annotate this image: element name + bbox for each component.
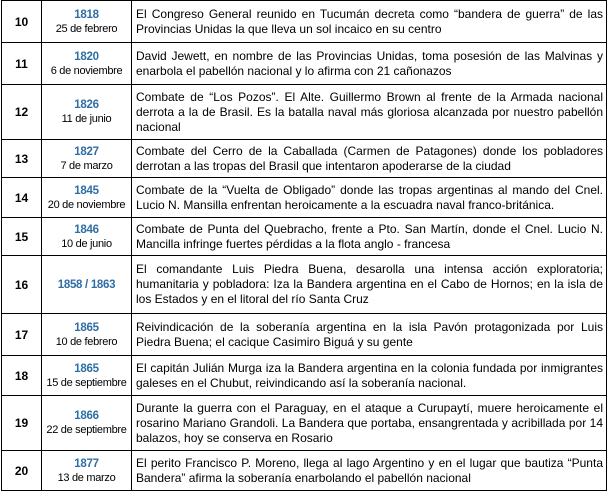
event-description: El capitán Julián Murga iza la Bandera argentina en la colonia fundada por inmigrantes galeses en el Chubut, reivindicando así la soberanía nacional. xyxy=(132,356,607,396)
event-description: Combate del Cerro de la Caballada (Carmen de Patagones) donde los pobladores derrotan a las tropas del Brasil que intentaron apoderarse de la ciudad xyxy=(132,140,607,178)
row-number: 18 xyxy=(2,356,42,396)
day: 10 de febrero xyxy=(55,335,118,348)
day: 20 de noviembre xyxy=(47,198,126,211)
day: 13 de marzo xyxy=(57,471,116,484)
event-description: Combate de la “Vuelta de Obligado” donde las tropas argentinas al mando del Cnel. Lucio N. Mansilla enfrentan heroicamente a la escuadra naval franco-británica. xyxy=(132,178,607,218)
table-row xyxy=(2,396,607,451)
day: 11 de junio xyxy=(61,113,112,125)
event-description: El comandante Luis Piedra Buena, desarolla una intensa acción exploratoria; humanitaria y pobladora: Iza la Bandera argentina en el Cabo de Hornos; en la isla de los Estados y en el litoral del río Santa Cruz xyxy=(132,256,607,314)
table-row xyxy=(2,314,607,356)
day: 10 de junio xyxy=(61,237,112,250)
year: 1818 xyxy=(74,8,99,21)
date-cell xyxy=(42,85,132,140)
year: 1845 xyxy=(74,184,99,197)
event-description: Combate de Punta del Quebracho, frente a Pto. San Martín, donde el Cnel. Lucio N. Mancilla infringe fuertes pérdidas a la flota anglo - francesa xyxy=(132,218,607,256)
date-cell xyxy=(42,1,132,43)
date-cell xyxy=(42,218,132,256)
row-number: 12 xyxy=(2,85,42,140)
day: 6 de noviembre xyxy=(50,64,123,77)
table-row xyxy=(2,178,607,218)
row-number: 14 xyxy=(2,178,42,218)
table-row xyxy=(2,218,607,256)
row-number: 13 xyxy=(2,140,42,178)
date-cell xyxy=(42,396,132,451)
day: 25 de febrero xyxy=(55,22,118,35)
table-row xyxy=(2,256,607,314)
day: 15 de septiembre xyxy=(46,376,127,389)
date-cell xyxy=(42,178,132,218)
year: 1866 xyxy=(74,410,99,422)
day: 7 de marzo xyxy=(60,159,113,172)
row-number: 15 xyxy=(2,218,42,256)
row-number: 17 xyxy=(2,314,42,356)
event-description: Reivindicación de la soberanía argentina en la isla Pavón protagonizada por Luis Piedra Buena; el cacique Casimiro Biguá y su gente xyxy=(132,314,607,356)
event-description: El perito Francisco P. Moreno, llega al lago Argentino y en el lugar que bautiza “Punta Bandera” afirma la soberanía enarbolando el pabellón nacional xyxy=(132,451,607,491)
year: 1877 xyxy=(74,457,99,470)
year: 1865 xyxy=(74,362,99,375)
date-cell xyxy=(42,43,132,85)
row-number: 10 xyxy=(2,1,42,43)
event-description: David Jewett, en nombre de las Provincias Unidas, toma posesión de las Malvinas y enarbola el pabellón nacional y lo afirma con 21 cañonazos xyxy=(132,43,607,85)
event-description: Combate de “Los Pozos”. El Alte. Guillermo Brown al frente de la Armada nacional derrota a la de Brasil. Es la batalla naval más gloriosa alcanzada por nuestro pabellón nacional xyxy=(132,85,607,140)
date-cell xyxy=(42,256,132,314)
table-row xyxy=(2,356,607,396)
date-cell xyxy=(42,356,132,396)
row-number: 19 xyxy=(2,396,42,451)
table-row xyxy=(2,85,607,140)
event-description: El Congreso General reunido en Tucumán decreta como “bandera de guerra” de las Provincias Unidas la que lleva un sol incaico en su centro xyxy=(132,1,607,43)
row-number: 11 xyxy=(2,43,42,85)
year: 1865 xyxy=(74,321,99,334)
year: 1827 xyxy=(74,145,99,158)
date-cell xyxy=(42,314,132,356)
day: 22 de septiembre xyxy=(46,424,127,436)
year: 1820 xyxy=(74,50,99,63)
year: 1846 xyxy=(74,223,99,236)
history-table xyxy=(1,0,607,491)
table-row xyxy=(2,140,607,178)
year-range: 1858 / 1863 xyxy=(57,278,116,291)
year: 1826 xyxy=(74,99,99,111)
row-number: 16 xyxy=(2,256,42,314)
date-cell xyxy=(42,140,132,178)
event-description: Durante la guerra con el Paraguay, en el ataque a Curupaytí, muere heroicamente el rosarino Mariano Grandoli. La Bandera que portaba, ensangrentada y acribillada por 14 balazos, hoy se conserva en Rosario xyxy=(132,396,607,451)
table-row xyxy=(2,451,607,491)
table-row xyxy=(2,1,607,43)
date-cell xyxy=(42,451,132,491)
row-number: 20 xyxy=(2,451,42,491)
table-row xyxy=(2,43,607,85)
